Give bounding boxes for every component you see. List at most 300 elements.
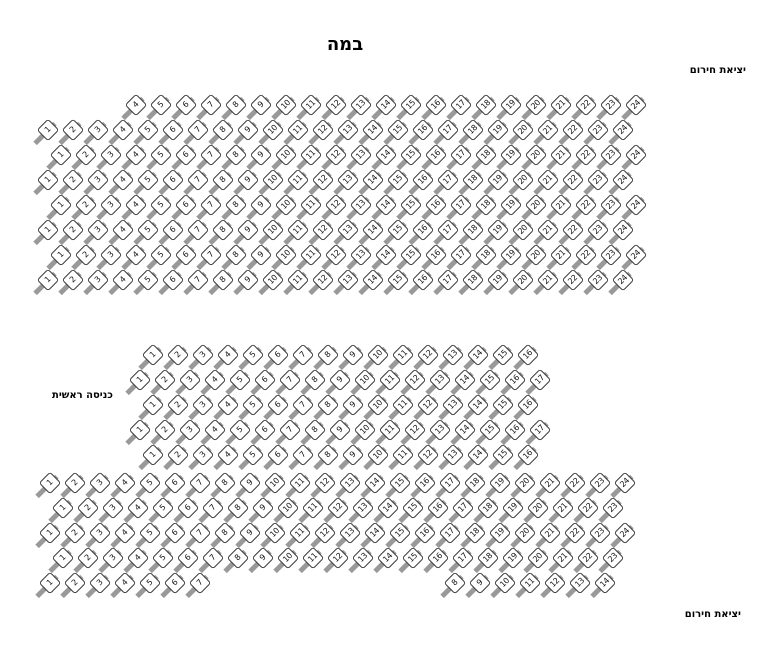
seat-upper-r4-13[interactable] [340,172,356,188]
seat-middle-r2-4[interactable] [207,372,223,388]
seat-upper-r8-18[interactable] [465,272,481,288]
seat-middle-r4-13[interactable] [432,422,448,438]
seat-upper-r5-18[interactable] [478,197,494,213]
seat-upper-r4-7[interactable] [190,172,206,188]
seat-upper-r2-8[interactable] [215,122,231,138]
seat-middle-r4-8[interactable] [307,422,323,438]
seat-upper-r8-15[interactable] [390,272,406,288]
seat-lower-r1-10[interactable] [267,475,283,491]
seat-upper-r2-19[interactable] [490,122,506,138]
seat-middle-r3-9[interactable] [345,397,361,413]
seat-middle-r2-3[interactable] [182,372,198,388]
seat-upper-r2-2[interactable] [65,122,81,138]
seat-upper-r3-17[interactable] [453,147,469,163]
seat-upper-r7-15[interactable] [403,247,419,263]
seat-lower-r2-8[interactable] [230,500,246,516]
seat-middle-r1-16[interactable] [520,347,536,363]
seat-middle-r4-15[interactable] [482,422,498,438]
seat-middle-r2-11[interactable] [382,372,398,388]
seat-middle-r5-13[interactable] [445,447,461,463]
seat-lower-r2-21[interactable] [555,500,571,516]
seat-lower-r1-20[interactable] [517,475,533,491]
seat-upper-r6-14[interactable] [365,222,381,238]
seat-upper-r4-11[interactable] [290,172,306,188]
seat-upper-r6-2[interactable] [65,222,81,238]
seat-upper-r6-23[interactable] [590,222,606,238]
seat-upper-r3-6[interactable] [178,147,194,163]
seat-upper-r1-9[interactable] [253,97,269,113]
seat-upper-r1-17[interactable] [453,97,469,113]
seat-upper-r6-6[interactable] [165,222,181,238]
seat-upper-r7-20[interactable] [528,247,544,263]
seat-upper-r5-17[interactable] [453,197,469,213]
seat-upper-r4-20[interactable] [515,172,531,188]
seat-lower-r4-1[interactable] [55,550,71,566]
seat-lower-r4-21[interactable] [555,550,571,566]
seat-middle-r1-4[interactable] [220,347,236,363]
seat-upper-r4-5[interactable] [140,172,156,188]
seat-upper-r4-21[interactable] [540,172,556,188]
seat-lower-r2-20[interactable] [530,500,546,516]
seat-middle-r1-10[interactable] [370,347,386,363]
seat-upper-r7-23[interactable] [603,247,619,263]
seat-upper-r4-22[interactable] [565,172,581,188]
seat-lower-r5-14[interactable] [597,575,613,591]
seat-lower-r1-22[interactable] [567,475,583,491]
seat-upper-r5-7[interactable] [203,197,219,213]
seat-upper-r5-14[interactable] [378,197,394,213]
seat-middle-r1-5[interactable] [245,347,261,363]
seat-upper-r5-23[interactable] [603,197,619,213]
seat-upper-r1-7[interactable] [203,97,219,113]
seat-lower-r5-12[interactable] [547,575,563,591]
seat-middle-r1-1[interactable] [145,347,161,363]
seat-middle-r5-8[interactable] [320,447,336,463]
seat-middle-r3-11[interactable] [395,397,411,413]
seat-upper-r3-14[interactable] [378,147,394,163]
seat-upper-r7-12[interactable] [328,247,344,263]
seat-lower-r2-14[interactable] [380,500,396,516]
seat-upper-r5-13[interactable] [353,197,369,213]
seat-middle-r3-13[interactable] [445,397,461,413]
seat-middle-r5-9[interactable] [345,447,361,463]
seat-upper-r8-20[interactable] [515,272,531,288]
seat-lower-r2-16[interactable] [430,500,446,516]
seat-upper-r8-3[interactable] [90,272,106,288]
seat-lower-r2-5[interactable] [155,500,171,516]
seat-lower-r4-6[interactable] [180,550,196,566]
seat-upper-r4-19[interactable] [490,172,506,188]
seat-upper-r3-23[interactable] [603,147,619,163]
seat-lower-r4-2[interactable] [80,550,96,566]
seat-lower-r4-12[interactable] [330,550,346,566]
seat-upper-r6-4[interactable] [115,222,131,238]
seat-lower-r1-7[interactable] [192,475,208,491]
seat-upper-r4-17[interactable] [440,172,456,188]
seat-upper-r2-16[interactable] [415,122,431,138]
seat-lower-r4-20[interactable] [530,550,546,566]
seat-lower-r4-13[interactable] [355,550,371,566]
seat-upper-r5-1[interactable] [53,197,69,213]
seat-upper-r4-9[interactable] [240,172,256,188]
seat-upper-r6-7[interactable] [190,222,206,238]
seat-upper-r3-1[interactable] [53,147,69,163]
seat-upper-r4-16[interactable] [415,172,431,188]
seat-lower-r3-10[interactable] [267,525,283,541]
seat-upper-r5-5[interactable] [153,197,169,213]
seat-lower-r3-16[interactable] [417,525,433,541]
seat-upper-r6-19[interactable] [490,222,506,238]
seat-middle-r3-15[interactable] [495,397,511,413]
seat-upper-r4-4[interactable] [115,172,131,188]
seat-lower-r5-5[interactable] [142,575,158,591]
seat-middle-r1-8[interactable] [320,347,336,363]
seat-lower-r3-24[interactable] [617,525,633,541]
seat-lower-r4-10[interactable] [280,550,296,566]
seat-lower-r4-22[interactable] [580,550,596,566]
seat-lower-r4-19[interactable] [505,550,521,566]
seat-middle-r1-2[interactable] [170,347,186,363]
seat-middle-r3-14[interactable] [470,397,486,413]
seat-lower-r2-9[interactable] [255,500,271,516]
seat-upper-r4-23[interactable] [590,172,606,188]
seat-middle-r5-15[interactable] [495,447,511,463]
seat-lower-r3-23[interactable] [592,525,608,541]
seat-upper-r5-19[interactable] [503,197,519,213]
seat-lower-r1-11[interactable] [292,475,308,491]
seat-middle-r1-13[interactable] [445,347,461,363]
seat-upper-r8-2[interactable] [65,272,81,288]
seat-upper-r4-18[interactable] [465,172,481,188]
seat-lower-r3-6[interactable] [167,525,183,541]
seat-upper-r7-5[interactable] [153,247,169,263]
seat-upper-r7-24[interactable] [628,247,644,263]
seat-lower-r2-17[interactable] [455,500,471,516]
seat-upper-r6-22[interactable] [565,222,581,238]
seat-lower-r5-4[interactable] [117,575,133,591]
seat-upper-r3-22[interactable] [578,147,594,163]
seat-lower-r1-3[interactable] [92,475,108,491]
seat-middle-r4-12[interactable] [407,422,423,438]
seat-upper-r6-3[interactable] [90,222,106,238]
seat-upper-r2-4[interactable] [115,122,131,138]
seat-lower-r4-16[interactable] [430,550,446,566]
seat-upper-r8-14[interactable] [365,272,381,288]
seat-upper-r2-11[interactable] [290,122,306,138]
seat-lower-r1-5[interactable] [142,475,158,491]
seat-upper-r8-9[interactable] [240,272,256,288]
seat-middle-r3-2[interactable] [170,397,186,413]
seat-lower-r4-5[interactable] [155,550,171,566]
seat-lower-r4-9[interactable] [255,550,271,566]
seat-lower-r2-12[interactable] [330,500,346,516]
seat-upper-r3-21[interactable] [553,147,569,163]
seat-upper-r4-14[interactable] [365,172,381,188]
seat-lower-r3-20[interactable] [517,525,533,541]
seat-middle-r1-7[interactable] [295,347,311,363]
seat-lower-r1-23[interactable] [592,475,608,491]
seat-upper-r8-22[interactable] [565,272,581,288]
seat-upper-r7-11[interactable] [303,247,319,263]
seat-middle-r4-5[interactable] [232,422,248,438]
seat-upper-r7-13[interactable] [353,247,369,263]
seat-upper-r8-5[interactable] [140,272,156,288]
seat-upper-r8-10[interactable] [265,272,281,288]
seat-upper-r2-9[interactable] [240,122,256,138]
seat-lower-r5-11[interactable] [522,575,538,591]
seat-upper-r6-1[interactable] [40,222,56,238]
seat-middle-r4-11[interactable] [382,422,398,438]
seat-upper-r5-10[interactable] [278,197,294,213]
seat-lower-r2-1[interactable] [55,500,71,516]
seat-upper-r7-19[interactable] [503,247,519,263]
seat-upper-r1-12[interactable] [328,97,344,113]
seat-lower-r4-18[interactable] [480,550,496,566]
seat-middle-r2-16[interactable] [507,372,523,388]
seat-lower-r4-4[interactable] [130,550,146,566]
seat-upper-r1-5[interactable] [153,97,169,113]
seat-upper-r4-6[interactable] [165,172,181,188]
seat-lower-r2-7[interactable] [205,500,221,516]
seat-upper-r8-16[interactable] [415,272,431,288]
seat-upper-r2-13[interactable] [340,122,356,138]
seat-upper-r8-1[interactable] [40,272,56,288]
seat-lower-r1-21[interactable] [542,475,558,491]
seat-middle-r5-14[interactable] [470,447,486,463]
seat-middle-r3-3[interactable] [195,397,211,413]
seat-middle-r4-14[interactable] [457,422,473,438]
seat-middle-r5-3[interactable] [195,447,211,463]
seat-upper-r7-18[interactable] [478,247,494,263]
seat-lower-r3-15[interactable] [392,525,408,541]
seat-middle-r4-9[interactable] [332,422,348,438]
seat-lower-r4-3[interactable] [105,550,121,566]
seat-upper-r7-10[interactable] [278,247,294,263]
seat-upper-r7-14[interactable] [378,247,394,263]
seat-middle-r2-9[interactable] [332,372,348,388]
seat-upper-r5-16[interactable] [428,197,444,213]
seat-upper-r6-16[interactable] [415,222,431,238]
seat-upper-r5-6[interactable] [178,197,194,213]
seat-middle-r4-3[interactable] [182,422,198,438]
seat-upper-r1-18[interactable] [478,97,494,113]
seat-lower-r5-10[interactable] [497,575,513,591]
seat-upper-r3-9[interactable] [253,147,269,163]
seat-lower-r1-1[interactable] [42,475,58,491]
seat-upper-r5-15[interactable] [403,197,419,213]
seat-upper-r5-3[interactable] [103,197,119,213]
seat-middle-r5-5[interactable] [245,447,261,463]
seat-upper-r2-20[interactable] [515,122,531,138]
seat-upper-r2-5[interactable] [140,122,156,138]
seat-middle-r2-14[interactable] [457,372,473,388]
seat-upper-r2-10[interactable] [265,122,281,138]
seat-upper-r3-16[interactable] [428,147,444,163]
seat-upper-r5-21[interactable] [553,197,569,213]
seat-middle-r4-17[interactable] [532,422,548,438]
seat-middle-r2-8[interactable] [307,372,323,388]
seat-middle-r3-5[interactable] [245,397,261,413]
seat-upper-r1-16[interactable] [428,97,444,113]
seat-upper-r5-11[interactable] [303,197,319,213]
seat-upper-r6-18[interactable] [465,222,481,238]
seat-lower-r5-3[interactable] [92,575,108,591]
seat-upper-r1-24[interactable] [628,97,644,113]
seat-lower-r1-17[interactable] [442,475,458,491]
seat-upper-r5-22[interactable] [578,197,594,213]
seat-upper-r6-9[interactable] [240,222,256,238]
seat-upper-r4-3[interactable] [90,172,106,188]
seat-upper-r2-21[interactable] [540,122,556,138]
seat-lower-r1-19[interactable] [492,475,508,491]
seat-upper-r6-10[interactable] [265,222,281,238]
seat-upper-r4-12[interactable] [315,172,331,188]
seat-upper-r4-24[interactable] [615,172,631,188]
seat-upper-r1-15[interactable] [403,97,419,113]
seat-upper-r1-8[interactable] [228,97,244,113]
seat-upper-r8-11[interactable] [290,272,306,288]
seat-upper-r8-12[interactable] [315,272,331,288]
seat-middle-r2-10[interactable] [357,372,373,388]
seat-upper-r8-19[interactable] [490,272,506,288]
seat-upper-r3-11[interactable] [303,147,319,163]
seat-middle-r1-12[interactable] [420,347,436,363]
seat-lower-r3-9[interactable] [242,525,258,541]
seat-upper-r7-2[interactable] [78,247,94,263]
seat-upper-r8-7[interactable] [190,272,206,288]
seat-middle-r3-10[interactable] [370,397,386,413]
seat-upper-r5-2[interactable] [78,197,94,213]
seat-upper-r1-22[interactable] [578,97,594,113]
seat-lower-r3-8[interactable] [217,525,233,541]
seat-lower-r1-14[interactable] [367,475,383,491]
seat-upper-r1-23[interactable] [603,97,619,113]
seat-lower-r4-7[interactable] [205,550,221,566]
seat-lower-r5-9[interactable] [472,575,488,591]
seat-middle-r4-1[interactable] [132,422,148,438]
seat-upper-r8-8[interactable] [215,272,231,288]
seat-lower-r2-2[interactable] [80,500,96,516]
seat-upper-r2-1[interactable] [40,122,56,138]
seat-lower-r1-15[interactable] [392,475,408,491]
seat-lower-r5-13[interactable] [572,575,588,591]
seat-upper-r2-15[interactable] [390,122,406,138]
seat-middle-r3-8[interactable] [320,397,336,413]
seat-upper-r3-10[interactable] [278,147,294,163]
seat-lower-r1-18[interactable] [467,475,483,491]
seat-upper-r1-21[interactable] [553,97,569,113]
seat-upper-r8-24[interactable] [615,272,631,288]
seat-upper-r1-19[interactable] [503,97,519,113]
seat-upper-r7-17[interactable] [453,247,469,263]
seat-middle-r2-2[interactable] [157,372,173,388]
seat-lower-r1-6[interactable] [167,475,183,491]
seat-upper-r5-8[interactable] [228,197,244,213]
seat-middle-r4-6[interactable] [257,422,273,438]
seat-lower-r5-7[interactable] [192,575,208,591]
seat-upper-r1-6[interactable] [178,97,194,113]
seat-lower-r3-11[interactable] [292,525,308,541]
seat-middle-r2-7[interactable] [282,372,298,388]
seat-lower-r2-13[interactable] [355,500,371,516]
seat-lower-r3-2[interactable] [67,525,83,541]
seat-upper-r4-15[interactable] [390,172,406,188]
seat-lower-r2-4[interactable] [130,500,146,516]
seat-upper-r7-4[interactable] [128,247,144,263]
seat-upper-r6-20[interactable] [515,222,531,238]
seat-lower-r2-22[interactable] [580,500,596,516]
seat-upper-r4-8[interactable] [215,172,231,188]
seat-middle-r5-12[interactable] [420,447,436,463]
seat-upper-r3-5[interactable] [153,147,169,163]
seat-lower-r2-11[interactable] [305,500,321,516]
seat-middle-r4-2[interactable] [157,422,173,438]
seat-middle-r2-12[interactable] [407,372,423,388]
seat-middle-r3-7[interactable] [295,397,311,413]
seat-middle-r1-9[interactable] [345,347,361,363]
seat-upper-r7-1[interactable] [53,247,69,263]
seat-lower-r2-3[interactable] [105,500,121,516]
seat-lower-r4-14[interactable] [380,550,396,566]
seat-lower-r2-23[interactable] [605,500,621,516]
seat-upper-r6-12[interactable] [315,222,331,238]
seat-upper-r6-8[interactable] [215,222,231,238]
seat-upper-r6-15[interactable] [390,222,406,238]
seat-lower-r1-16[interactable] [417,475,433,491]
seat-upper-r7-9[interactable] [253,247,269,263]
seat-lower-r4-15[interactable] [405,550,421,566]
seat-lower-r2-15[interactable] [405,500,421,516]
seat-upper-r6-5[interactable] [140,222,156,238]
seat-upper-r8-23[interactable] [590,272,606,288]
seat-lower-r3-21[interactable] [542,525,558,541]
seat-middle-r4-7[interactable] [282,422,298,438]
seat-upper-r2-22[interactable] [565,122,581,138]
seat-lower-r4-23[interactable] [605,550,621,566]
seat-middle-r1-3[interactable] [195,347,211,363]
seat-upper-r3-20[interactable] [528,147,544,163]
seat-upper-r1-11[interactable] [303,97,319,113]
seat-middle-r4-4[interactable] [207,422,223,438]
seat-lower-r1-12[interactable] [317,475,333,491]
seat-upper-r6-24[interactable] [615,222,631,238]
seat-upper-r5-20[interactable] [528,197,544,213]
seat-lower-r3-4[interactable] [117,525,133,541]
seat-lower-r3-12[interactable] [317,525,333,541]
seat-upper-r7-16[interactable] [428,247,444,263]
seat-upper-r2-7[interactable] [190,122,206,138]
seat-lower-r3-3[interactable] [92,525,108,541]
seat-lower-r2-10[interactable] [280,500,296,516]
seat-lower-r3-18[interactable] [467,525,483,541]
seat-upper-r3-8[interactable] [228,147,244,163]
seat-upper-r1-20[interactable] [528,97,544,113]
seat-middle-r1-11[interactable] [395,347,411,363]
seat-middle-r2-1[interactable] [132,372,148,388]
seat-upper-r1-4[interactable] [128,97,144,113]
seat-middle-r2-5[interactable] [232,372,248,388]
seat-upper-r3-18[interactable] [478,147,494,163]
seat-upper-r2-14[interactable] [365,122,381,138]
seat-middle-r5-11[interactable] [395,447,411,463]
seat-upper-r3-24[interactable] [628,147,644,163]
seat-upper-r5-24[interactable] [628,197,644,213]
seat-middle-r4-16[interactable] [507,422,523,438]
seat-lower-r4-8[interactable] [230,550,246,566]
seat-lower-r1-8[interactable] [217,475,233,491]
seat-upper-r2-12[interactable] [315,122,331,138]
seat-upper-r3-4[interactable] [128,147,144,163]
